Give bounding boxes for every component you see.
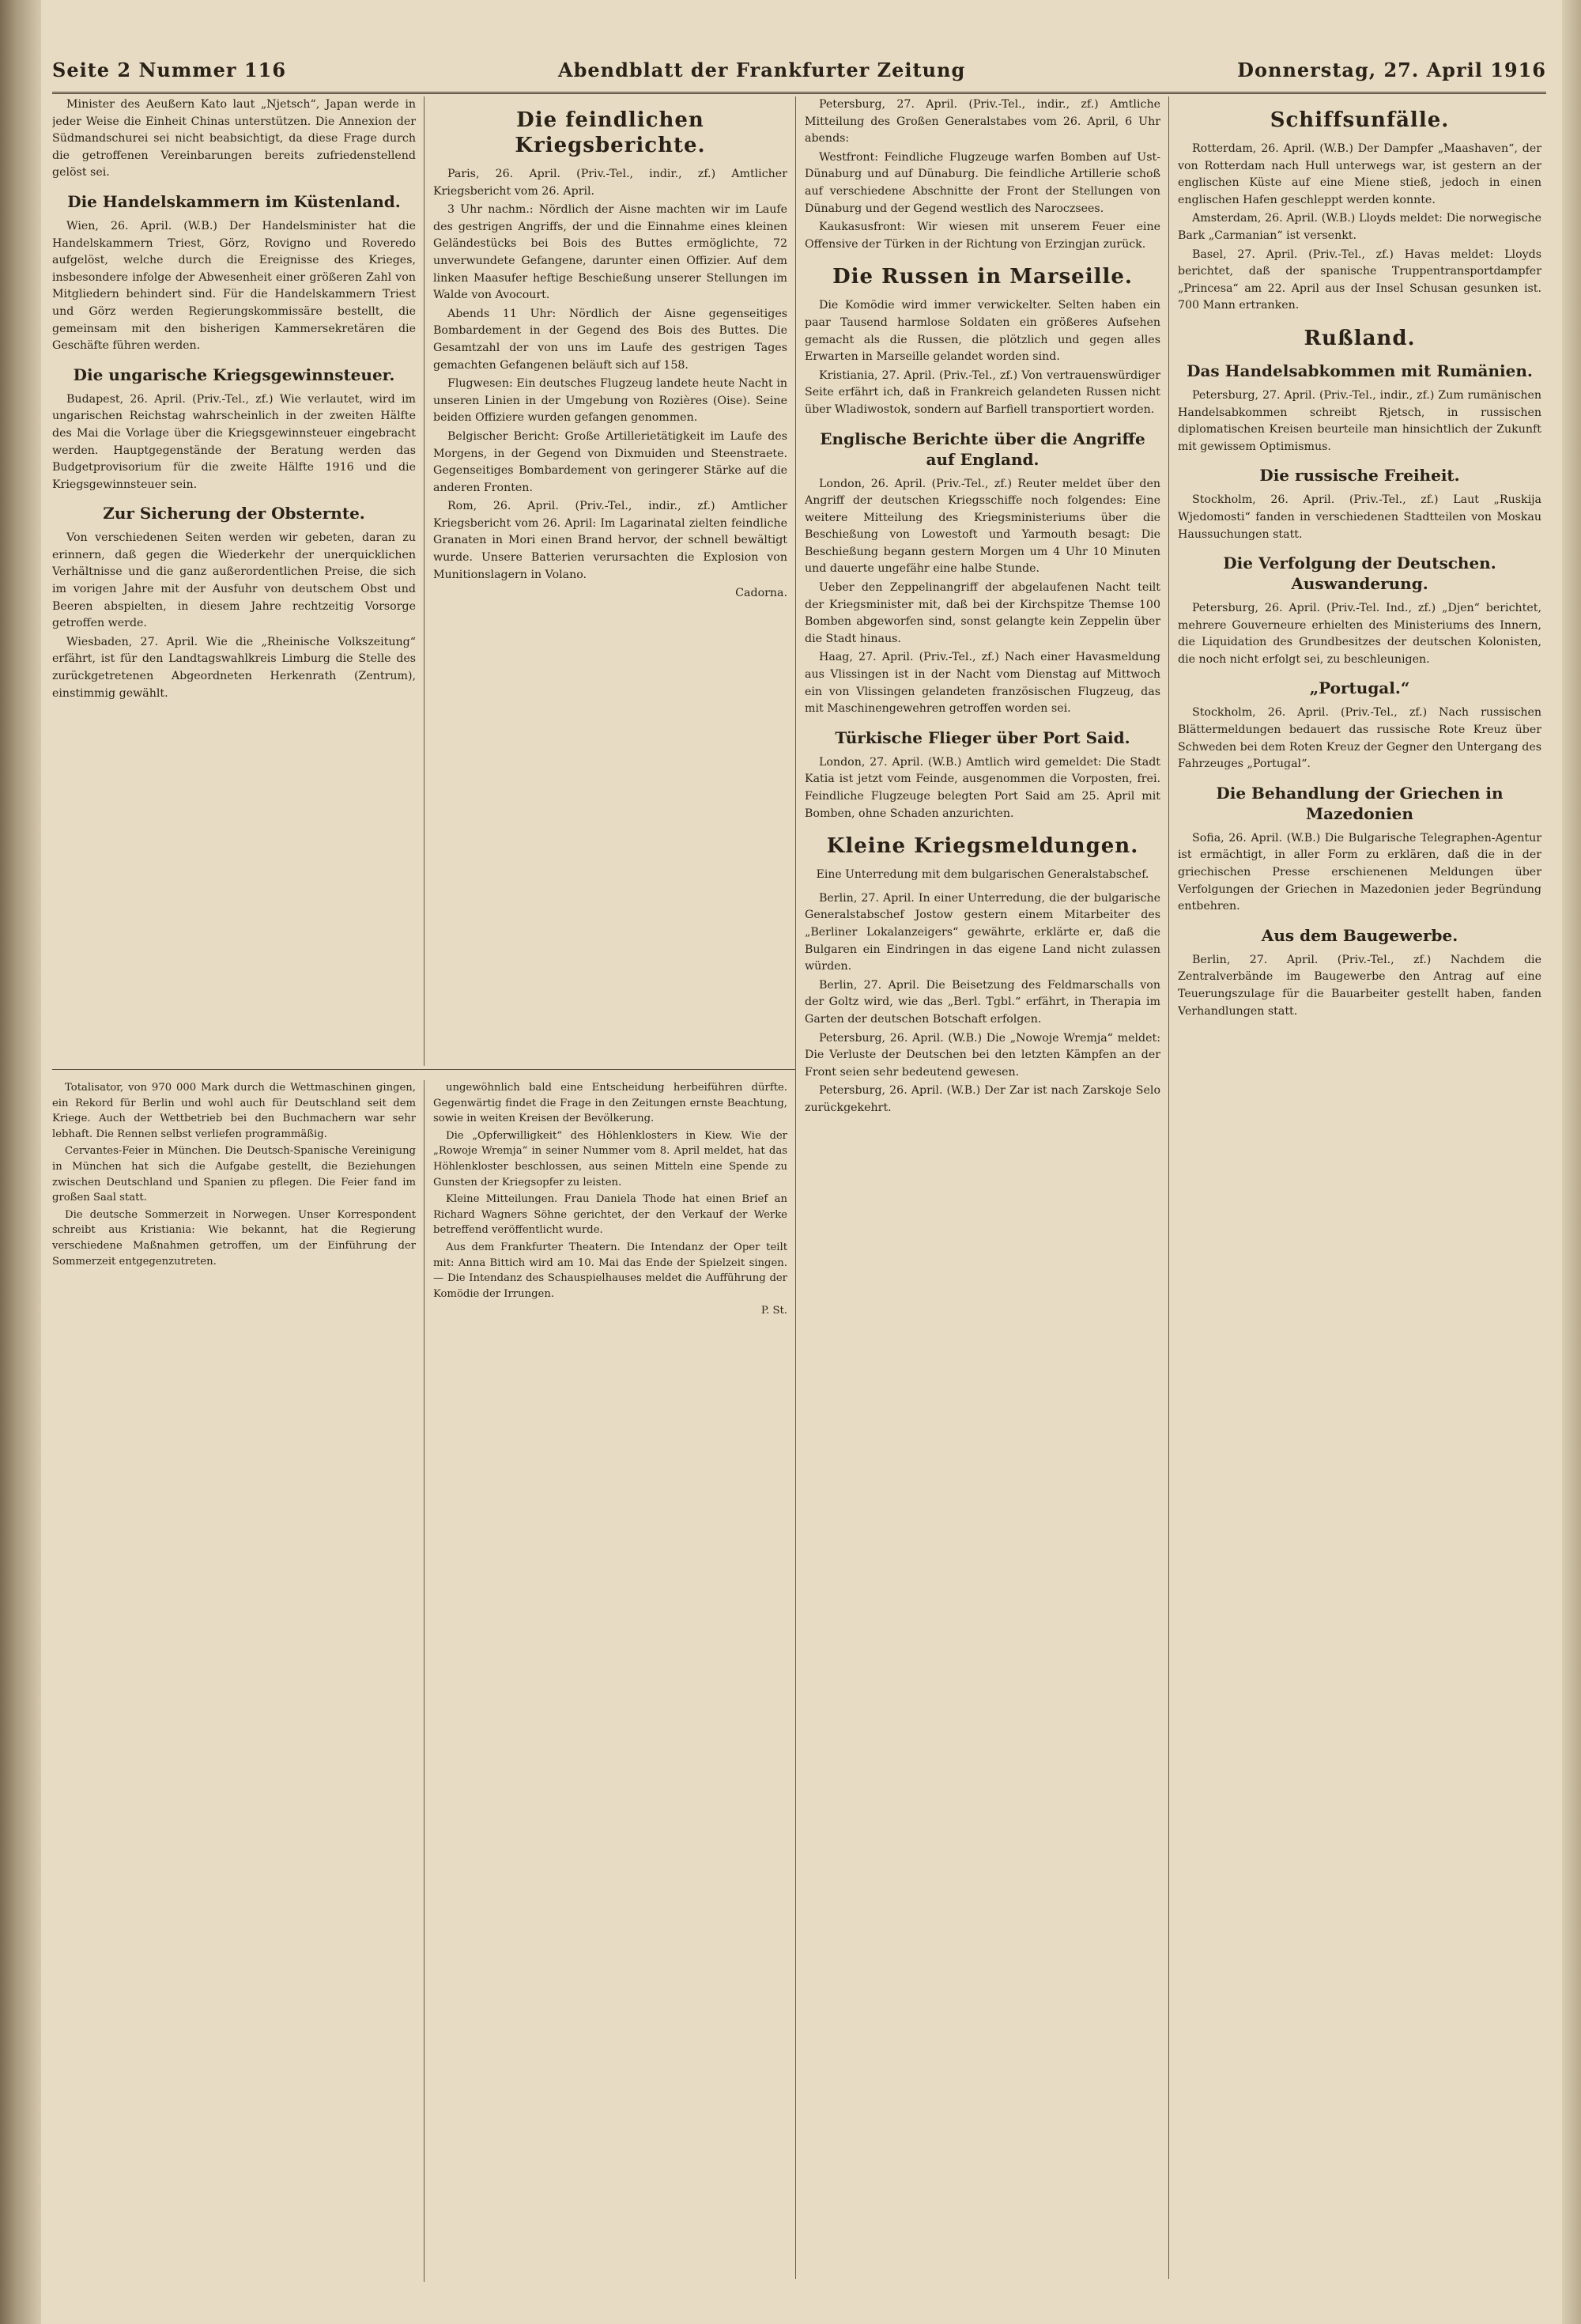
signature: P. St. xyxy=(760,1305,787,1317)
article-text: Wien, 26. April. (W.B.) Der Handelsminister hat die Handelskammern Triest, Görz, Rovigno und Roveredo aufgelöst, welche durch die Ereignisse des Krieges, insbesondere infolge der Abwesenheit einer größeren Zahl von Mitgliedern behindert sind. Für die Handelskammern Triest und Görz werden Regierungskommissäre bestellt, die gemeinsam mit den bisherigen Kammersekretären die Geschäfte führen werden. xyxy=(52,219,416,353)
signature: Cadorna. xyxy=(735,587,787,600)
article-text: Petersburg, 27. April. (Priv.-Tel., indir., zf.) Amtliche Mitteilung des Großen Generalstabes vom 26. April, 6 Uhr abends: xyxy=(805,98,1160,145)
article-text: Minister des Aeußern Kato laut „Njetsch“, Japan werde in jeder Weise die Einheit Chinas unterstützen. Die Annexion der Südmandschurei sei nicht beabsichtigt, da diese Frage durch die getroffenen Vereinbarungen bereits zufriedenstellend gelöst sei. xyxy=(52,98,416,179)
article-text: Westfront: Feindliche Flugzeuge warfen Bomben auf Ust-Dünaburg und auf Dünaburg. Die feindliche Artillerie schoß auf verschiedene Abschnitte der Front der Stellungen von Dünaburg und der Gegend westlich des Naroczsees. xyxy=(805,150,1160,215)
article-text: Kristiania, 27. April. (Priv.-Tel., zf.) Von vertrauenswürdiger Seite erfährt ich, daß in Frankreich gelandeten Russen nicht über Wladiwostok, sondern auf Barfiell transportiert worden. xyxy=(805,368,1160,416)
article-text: Amsterdam, 26. April. (W.B.) Lloyds meldet: Die norwegische Bark „Carmanian“ ist versenkt. xyxy=(1178,212,1541,242)
headline: „Portugal.“ xyxy=(1309,678,1410,698)
article-text: 3 Uhr nachm.: Nördlich der Aisne machten wir im Laufe des gestrigen Angriffs, der und die Einnahme eines kleinen Geländestücks bei Bois des Buttes ermöglichte, 72 unverwundete Gefangene, darunter einen Offizier. Auf dem linken Maasufer heftige Beschießung unserer Stellungen im Walde von Avocourt. xyxy=(433,203,787,302)
column-1 xyxy=(52,96,416,1066)
headline: Die Behandlung der Griechen in Mazedonien xyxy=(1216,783,1504,823)
article-text: Totalisator, von 970 000 Mark durch die Wettmaschinen gingen, ein Rekord für Berlin und wohl auch für Deutschland seit dem Kriege. Auch der Wettbetrieb bei den Buchmachern war sehr lebhaft. Die Rennen selbst verliefen programmäßig. xyxy=(52,1082,416,1140)
article-text: Abends 11 Uhr: Nördlich der Aisne gegenseitiges Bombardement in der Gegend des Bois des Buttes. Die Gesamtzahl der von uns im Laufe des gestrigen Tages gemachten Gefangenen beläuft sich auf 158. xyxy=(433,307,787,372)
article-text: ungewöhnlich bald eine Entscheidung herbeiführen dürfte. Gegenwärtig findet die Frage in den Zeitungen ernste Beachtung, sowie in weiten Kreisen der Bevölkerung. xyxy=(433,1082,787,1125)
column-3 xyxy=(805,96,1160,2279)
article-text: Petersburg, 26. April. (W.B.) Die „Nowoje Wremja“ meldet: Die Verluste der Deutschen bei den letzten Kämpfen an der Front seien sehr bedeutend gewesen. xyxy=(805,1031,1160,1079)
feuilleton-column-1 xyxy=(52,1080,416,2282)
article-text: Budapest, 26. April. (Priv.-Tel., zf.) Wie verlautet, wird im ungarischen Reichstag wahrscheinlich in der zweiten Hälfte des Mai die Vorlage über die Kriegsgewinnsteuer eingebracht werden. Hauptgegenstände der Beratung werden das Budgetprovisorium für die zweite Hälfte 1916 und die Kriegsgewinnsteuer sein. xyxy=(52,392,416,491)
header-date: Donnerstag, 27. April 1916 xyxy=(1237,59,1546,81)
subheadline: Eine Unterredung mit dem bulgarischen Generalstabschef. xyxy=(816,868,1149,882)
article-text: Aus dem Frankfurter Theatern. Die Intendanz der Oper teilt mit: Anna Bittich wird am 10. Mai das Ende der Spielzeit singen. — Die Intendanz des Schauspielhauses meldet die Aufführung der Komödie der Irrungen. xyxy=(433,1241,787,1300)
article-text: Petersburg, 26. April. (W.B.) Der Zar ist nach Zarskoje Selo zurückgekehrt. xyxy=(805,1084,1160,1114)
article-text: Die „Opferwilligkeit“ des Höhlenklosters in Kiew. Wie der „Rowoje Wremja“ in seiner Nummer vom 8. April meldet, hat das Höhlenkloster beschlossen, aus seinen Mitteln eine Spende zu Gunsten der Kriegsopfer zu leisten. xyxy=(433,1129,787,1188)
article-text: Stockholm, 26. April. (Priv.-Tel., zf.) Laut „Ruskija Wjedomosti“ fanden in verschiedenen Stadtteilen von Moskau Haussuchungen statt. xyxy=(1178,493,1541,541)
header-page-number: Seite 2 Nummer 116 xyxy=(52,59,287,81)
article-text: Berlin, 27. April. (Priv.-Tel., zf.) Nachdem die Zentralverbände im Baugewerbe den Antrag auf eine Teuerungszulage für die Bauarbeiter gestellt haben, fanden Verhandlungen statt. xyxy=(1178,953,1541,1018)
column-rule xyxy=(1168,96,1169,2279)
headline: Türkische Flieger über Port Said. xyxy=(835,727,1130,747)
section-rule xyxy=(52,1069,795,1070)
article-text: Cervantes-Feier in München. Die Deutsch-Spanische Vereinigung in München hat sich die Aufgabe gestellt, die Beziehungen zwischen Deutschland und Spanien zu pflegen. Die Feier fand im großen Saal statt. xyxy=(52,1145,416,1204)
headline: Das Handelsabkommen mit Rumänien. xyxy=(1187,361,1533,380)
article-text: Flugwesen: Ein deutsches Flugzeug landete heute Nacht in unseren Linien in der Umgebung von Rozières (Oise). Seine beiden Offiziere wurden gefangen genommen. xyxy=(433,377,787,425)
article-text: Rotterdam, 26. April. (W.B.) Der Dampfer „Maashaven“, der von Rotterdam nach Hull unterwegs war, ist gestern an der englischen Küste auf eine Miene stieß, jedoch in einen englischen Hafen geschleppt werden konnte. xyxy=(1178,142,1541,206)
article-text: Stockholm, 26. April. (Priv.-Tel., zf.) Nach russischen Blättermeldungen bedauert das russische Rote Kreuz über Schweden bei dem Roten Kreuz der Gegner den Untergang des Fahrzeuges „Portugal“. xyxy=(1178,706,1541,771)
article-text: Die deutsche Sommerzeit in Norwegen. Unser Korrespondent schreibt aus Kristiania: Wie bekannt, hat die Regierung verschiedene Maßnahmen getroffen, um der Einführung der Sommerzeit entgegenzutreten. xyxy=(52,1208,416,1268)
feuilleton-column-2 xyxy=(433,1080,787,2282)
headline: Englische Berichte über die Angriffe auf England. xyxy=(820,429,1145,469)
column-2 xyxy=(433,96,787,1066)
article-text: Petersburg, 26. April. (Priv.-Tel. Ind., zf.) „Djen“ berichtet, mehrere Gouverneure erhielten des Ministeriums des Innern, die Liquidation des Grundbesitzes der deutschen Kolonisten, die noch nicht erfolgt sei, zu beschleunigen. xyxy=(1178,602,1541,666)
article-text: London, 27. April. (W.B.) Amtlich wird gemeldet: Die Stadt Katia ist jetzt vom Feinde, ausgenommen die Vorposten, frei. Feindliche Flugzeuge belegten Port Said am 25. April mit Bomben, ohne Schaden anzurichten. xyxy=(805,755,1160,820)
article-text: Basel, 27. April. (Priv.-Tel., zf.) Havas meldet: Lloyds berichtet, daß der spanische Truppentransportdampfer „Princesa“ am 22. April aus der Insel Schusan gesunken ist. 700 Mann ertranken. xyxy=(1178,248,1541,312)
article-text: London, 26. April. (Priv.-Tel., zf.) Reuter meldet über den Angriff der deutschen Kriegsschiffe noch folgendes: Eine weitere Mitteilung des Kriegsministeriums über die Beschießung von Lowestoft und Yarmouth besagt: Die Beschießung begann gestern Morgen um 4 Uhr 10 Minuten und dauerte ungefähr eine halbe Stunde. xyxy=(805,477,1160,576)
article-text: Belgischer Bericht: Große Artillerietätigkeit im Laufe des Morgens, in der Gegend von Dixmuiden und Steenstraete. Gegenseitiges Bombardement von geringerer Stärke auf die anderen Fronten. xyxy=(433,429,787,494)
article-text: Wiesbaden, 27. April. Wie die „Rheinische Volkszeitung“ erfährt, ist für den Landtagswahlkreis Limburg die Stelle des zurückgetretenen Abgeordneten Herkenrath (Zentrum), einstimmig gewählt. xyxy=(52,635,416,700)
article-text: Rom, 26. April. (Priv.-Tel., indir., zf.) Amtlicher Kriegsbericht vom 26. April: Im Lagarinatal zielten feindliche Granaten in Mori einen Brand hervor, der schnell bewältigt wurde. Unsere Batterien verursachten die Explosion von Munitionslagern in Volano. xyxy=(433,500,787,581)
headline: Kleine Kriegsmeldungen. xyxy=(826,834,1139,859)
headline: Die ungarische Kriegsgewinnsteuer. xyxy=(73,365,395,384)
headline: Die feindlichen Kriegsberichte. xyxy=(515,108,706,157)
article-text: Berlin, 27. April. In einer Unterredung, die der bulgarische Generalstabschef Jostow gestern einem Mitarbeiter des „Berliner Lokalanzeigers“ gewährte, erklärte er, daß die Bulgaren ein Eindringen in das eigene Land nicht zulassen würden. xyxy=(805,891,1160,973)
page-edge xyxy=(1562,0,1581,2324)
article-text: Kaukasusfront: Wir wiesen mit unserem Feuer eine Offensive der Türken in der Richtung von Erzingjan zurück. xyxy=(805,221,1160,251)
headline: Die Handelskammern im Küstenland. xyxy=(67,191,401,211)
page-header xyxy=(52,44,1546,94)
column-rule xyxy=(795,96,796,2279)
article-text: Paris, 26. April. (Priv.-Tel., indir., zf.) Amtlicher Kriegsbericht vom 26. April. xyxy=(433,168,787,198)
article-text: Die Komödie wird immer verwickelter. Selten haben ein paar Tausend harmlose Soldaten ein größeres Aufsehen gemacht als die Russen, die plötzlich und gegen alles Erwarten in Marseille gelandet worden sind. xyxy=(805,299,1160,364)
header-masthead: Abendblatt der Frankfurter Zeitung xyxy=(558,59,966,81)
article-text: Berlin, 27. April. Die Beisetzung des Feldmarschalls von der Goltz wird, wie das „Berl. Tgbl.“ erfährt, in Therapia im Garten der deutschen Botschaft erfolgen. xyxy=(805,978,1160,1026)
column-4 xyxy=(1178,96,1541,2279)
article-text: Kleine Mitteilungen. Frau Daniela Thode hat einen Brief an Richard Wagners Söhne gerichtet, der den Verkauf der Werke betreffend veröffentlicht wurde. xyxy=(433,1193,787,1237)
article-text: Sofia, 26. April. (W.B.) Die Bulgarische Telegraphen-Agentur ist ermächtigt, in aller Form zu erklären, daß die in der griechischen Presse erschienenen Meldungen über Verfolgungen der Griechen in Mazedonien jeder Begründung entbehren. xyxy=(1178,831,1541,913)
headline: Rußland. xyxy=(1304,326,1416,350)
headline: Zur Sicherung der Obsternte. xyxy=(103,504,365,523)
article-text: Ueber den Zeppelinangriff der abgelaufenen Nacht teilt der Kriegsminister mit, daß bei der Kirchspitze Themse 100 Bomben abgeworfen sind, sonst gelangte kein Zeppelin über die Stadt hinaus. xyxy=(805,581,1160,645)
article-text: Haag, 27. April. (Priv.-Tel., zf.) Nach einer Havasmeldung aus Vlissingen ist in der Nacht vom Dienstag auf Mittwoch ein von Vlissingen gelandeten französischen Flugzeug, das mit Maschinengewehren getroffen worden sei. xyxy=(805,651,1160,716)
headline: Die Russen in Marseille. xyxy=(832,265,1133,289)
headline: Schiffsunfälle. xyxy=(1270,108,1450,132)
headline: Aus dem Baugewerbe. xyxy=(1261,925,1458,945)
article-text: Von verschiedenen Seiten werden wir gebeten, daran zu erinnern, daß gegen die Wiederkehr der unerquicklichen Verhältnisse und die ganz außerordentlichen Preise, die sich im vorigen Jahre mit der Ausfuhr von deutschem Obst und Beeren abspielten, in diesem Jahre rechtzeitig Vorsorge getroffen werde. xyxy=(52,531,416,630)
headline: Die russische Freiheit. xyxy=(1259,466,1460,486)
article-text: Petersburg, 27. April. (Priv.-Tel., indir., zf.) Zum rumänischen Handelsabkommen schreibt Rjetsch, in russischen diplomatischen Kreisen beurteile man hinsichtlich der Zukunft mit gewissem Optimismus. xyxy=(1178,388,1541,453)
headline: Die Verfolgung der Deutschen. Auswanderung. xyxy=(1223,554,1496,594)
page-binding xyxy=(0,0,41,2324)
